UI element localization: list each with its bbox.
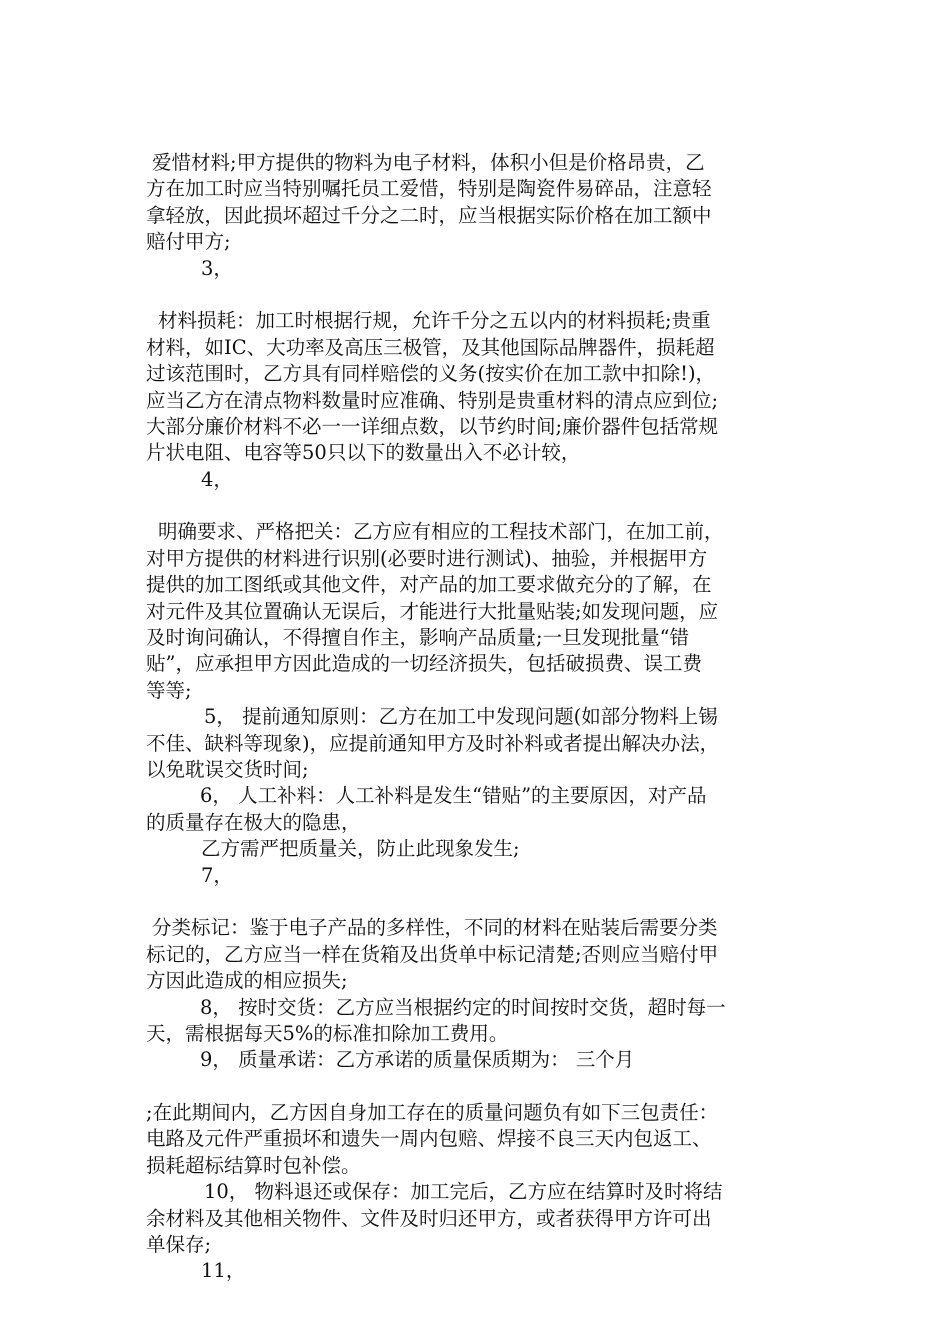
text-line: 的质量存在极大的隐患， (146, 810, 361, 834)
spacer (146, 493, 810, 519)
text-line: 爱惜材料;甲方提供的物料为电子材料，体积小但是价格昂贵，乙 (152, 151, 705, 174)
text-line: 片状电阻、电容等50只以下的数量出入不必计较， (146, 441, 581, 465)
text-line: 天，需根据每天5%的标准扣除加工费用。 (146, 1021, 509, 1045)
item-number: 4， (201, 467, 233, 491)
text-line: 单保存; (146, 1233, 212, 1257)
text-line: 方在加工时应当特别嘱托员工爱惜，特别是陶瓷件易碎品，注意轻 (146, 177, 712, 201)
text-line: 材料，如IC、大功率及高压三极管，及其他国际品牌器件，损耗超 (146, 335, 715, 359)
spacer (146, 889, 810, 915)
text-line: 余材料及其他相关物件、文件及时归还甲方，或者获得甲方许可出 (146, 1206, 712, 1230)
spacer (146, 1074, 810, 1100)
item-number: 7， (201, 863, 233, 887)
text-line: 10， 物料退还或保存：加工完后，乙方应在结算时及时将结 (204, 1180, 723, 1204)
text-line: 9， 质量承诺：乙方承诺的质量保质期为： 三个月 (200, 1048, 635, 1072)
spacer (146, 282, 810, 308)
item-number: 11， (201, 1259, 246, 1283)
document-body (146, 150, 810, 1285)
item-number: 3， (201, 256, 233, 280)
text-line: 材料损耗：加工时根据行规，允许千分之五以内的材料损耗;贵重 (158, 309, 711, 333)
text-line: 以免耽误交货时间; (146, 757, 309, 781)
text-line: 应当乙方在清点物料数量时应准确、特别是贵重材料的清点应到位; (146, 388, 719, 412)
text-line: 过该范围时，乙方具有同样赔偿的义务(按实价在加工款中扣除!)， (146, 362, 716, 386)
text-line: 贴”，应承担甲方因此造成的一切经济损失，包括破损费、误工费 (146, 652, 702, 676)
text-line: 6， 人工补料：人工补料是发生“错贴”的主要原因，对产品 (200, 784, 707, 808)
text-line: 方因此造成的相应损失; (146, 969, 348, 993)
text-line: 拿轻放，因此损坏超过千分之二时，应当根据实际价格在加工额中 (146, 203, 712, 227)
text-line: 电路及元件严重损坏和遗失一周内包赔、焊接不良三天内包返工、 (146, 1127, 712, 1151)
text-line: 对元件及其位置确认无误后，才能进行大批量贴装;如发现问题，应 (146, 599, 719, 623)
text-line: 明确要求、严格把关：乙方应有相应的工程技术部门，在加工前， (158, 520, 724, 544)
text-line: 5， 提前通知原则：乙方在加工中发现问题(如部分物料上锡 (204, 705, 718, 729)
text-line: 8， 按时交货：乙方应当根据约定的时间按时交货，超时每一 (200, 995, 726, 1019)
text-line: 提供的加工图纸或其他文件，对产品的加工要求做充分的了解，在 (146, 573, 712, 597)
text-line: 及时询问确认，不得擅自作主，影响产品质量;一旦发现批量“错 (146, 626, 690, 650)
text-line: 标记的，乙方应当一样在货箱及出货单中标记清楚;否则应当赔付甲 (146, 942, 719, 966)
text-line: 对甲方提供的材料进行识别(必要时进行测试)、抽验，并根据甲方 (146, 546, 708, 570)
text-line: 乙方需严把质量关，防止此现象发生; (201, 837, 520, 861)
text-line: 等等; (146, 678, 192, 702)
text-line: 损耗超标结算时包补偿。 (146, 1153, 361, 1177)
text-line: 大部分廉价材料不必一一详细点数，以节约时间;廉价器件包括常规 (146, 414, 719, 438)
text-line: 赔付甲方; (146, 230, 231, 254)
text-line: 分类标记：鉴于电子产品的多样性，不同的材料在贴装后需要分类 (152, 916, 718, 940)
text-line: 不佳、缺料等现象)，应提前通知甲方及时补料或者提出解决办法， (146, 731, 720, 755)
text-line: ;在此期间内，乙方因自身加工存在的质量问题负有如下三包责任： (146, 1101, 719, 1125)
